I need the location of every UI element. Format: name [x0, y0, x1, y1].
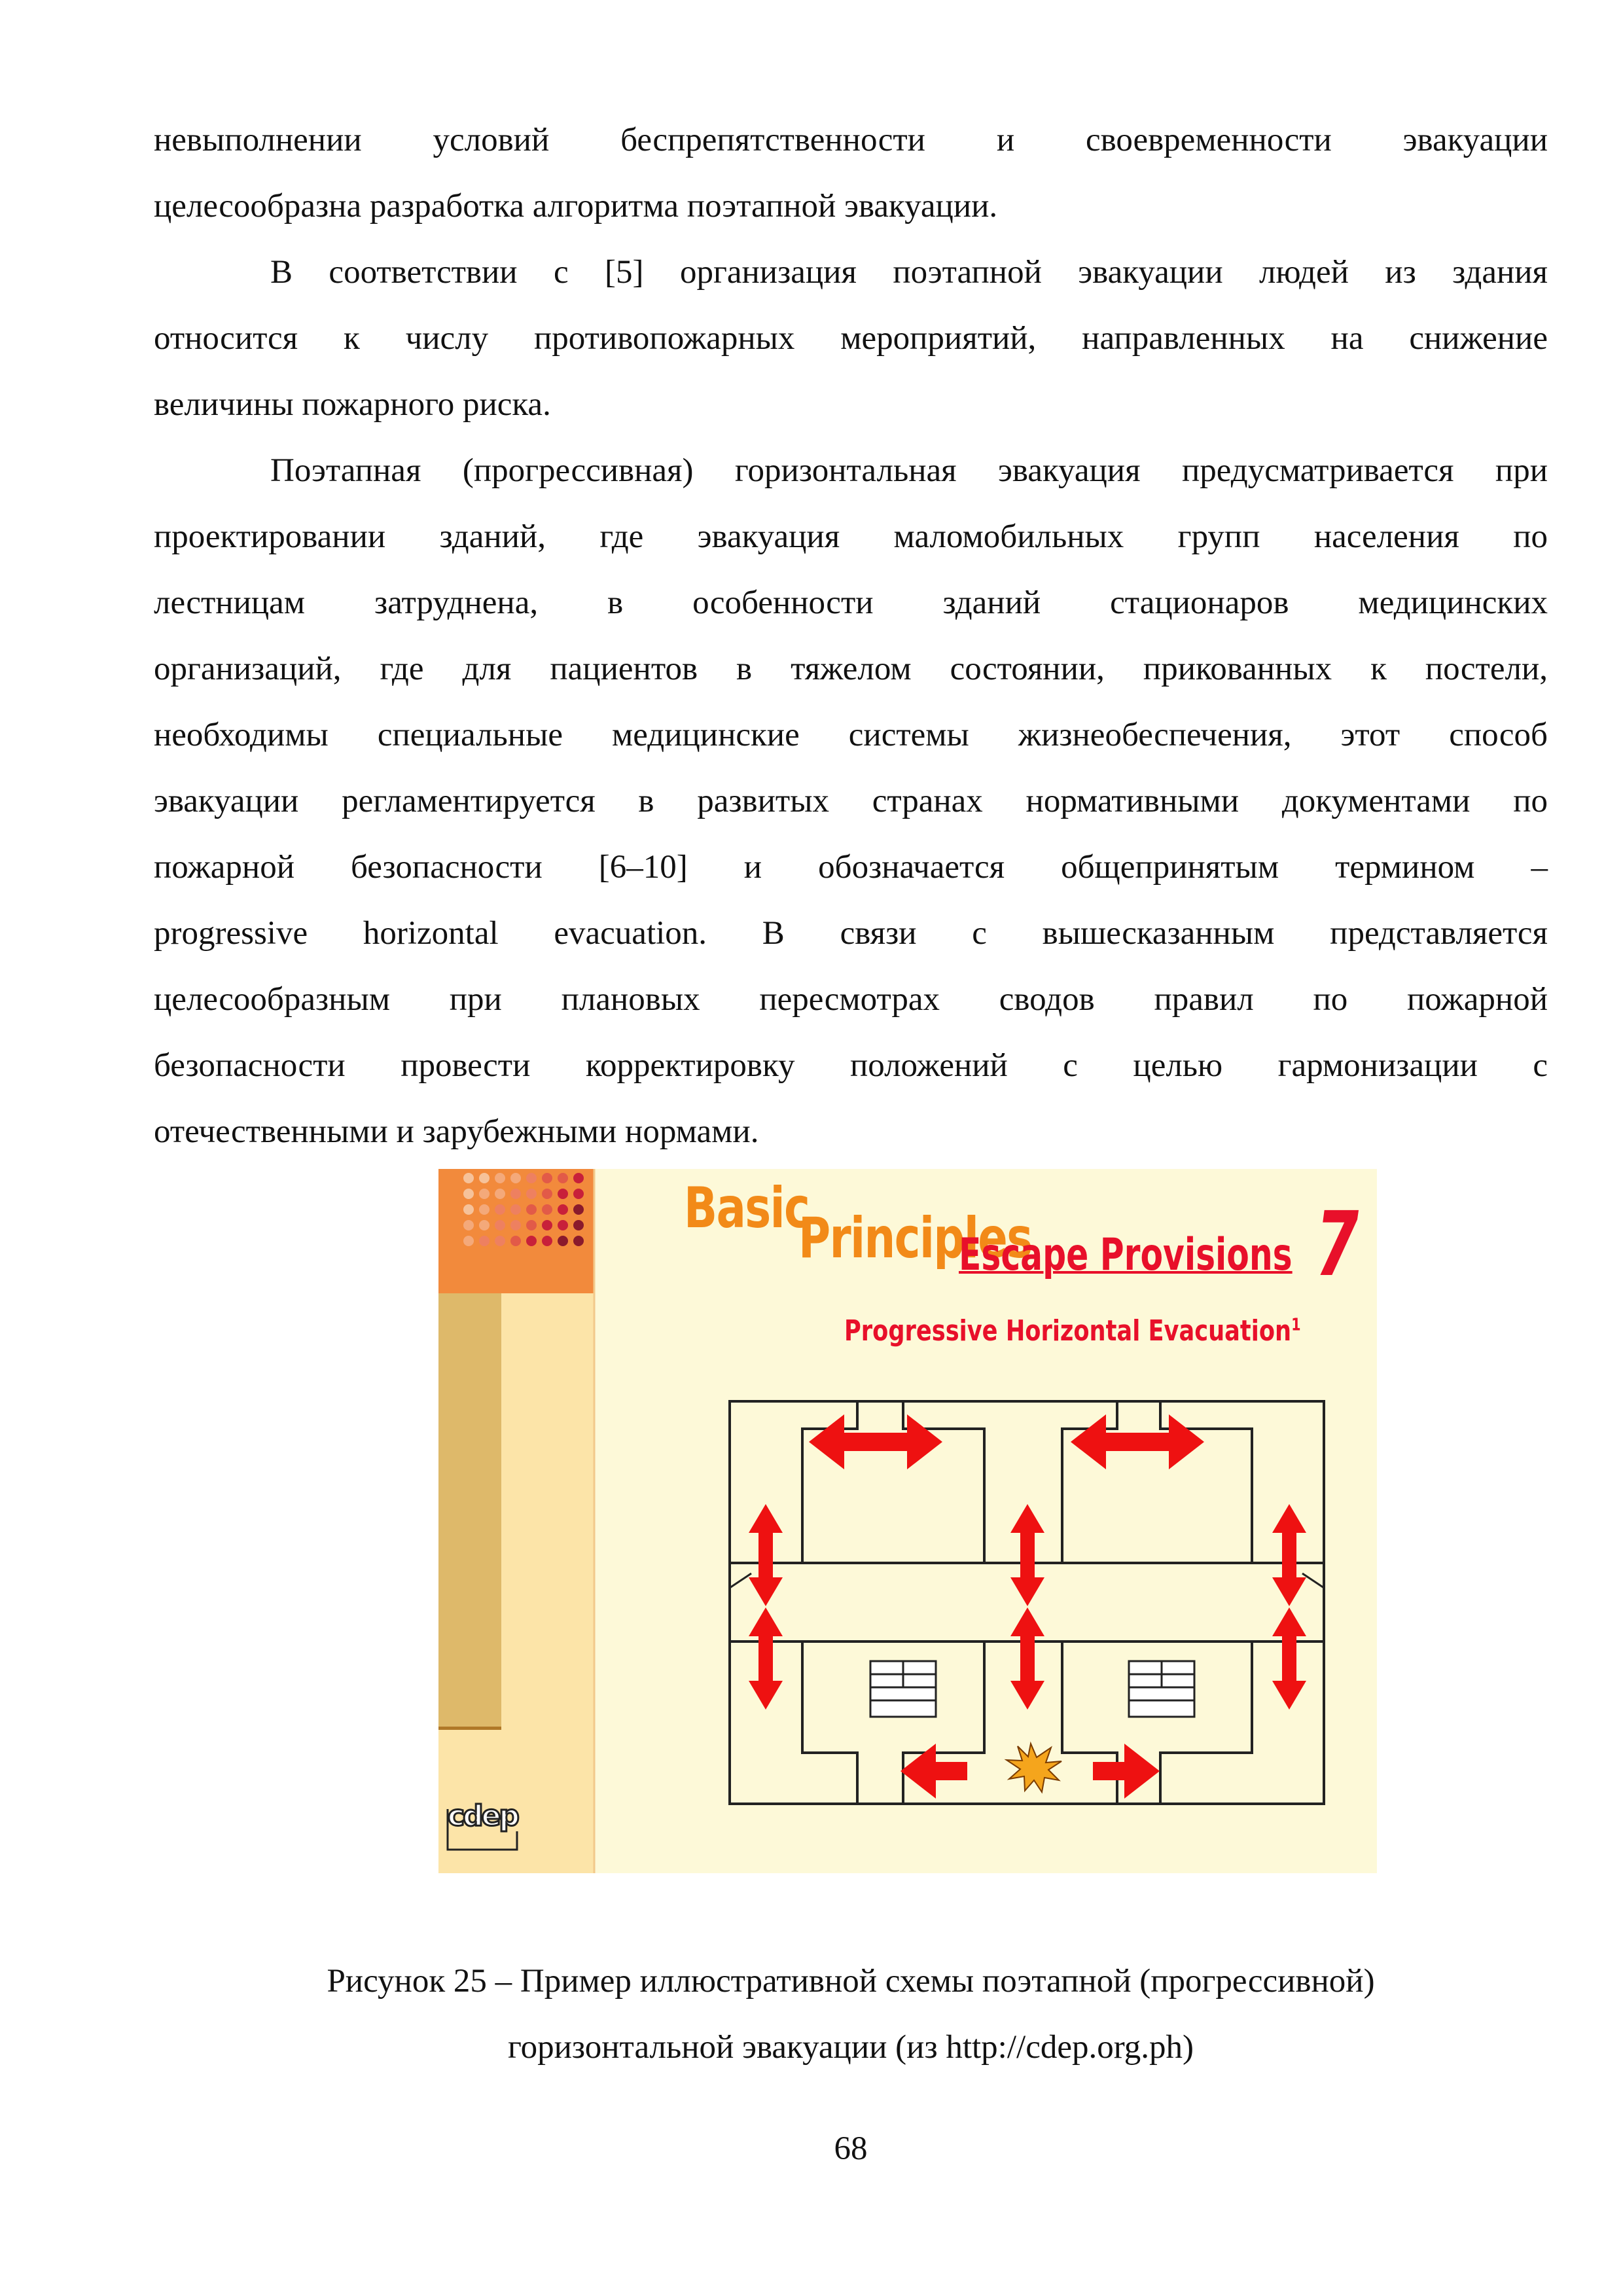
arrow-icon: [749, 1504, 783, 1606]
dot: [526, 1173, 537, 1183]
dot: [479, 1189, 490, 1199]
caption-line: Рисунок 25 – Пример иллюстративной схемы поэтапной (прогрессивной): [327, 1963, 1375, 2000]
figure-caption: [154, 1948, 1548, 2081]
cdep-logo: cdep: [448, 1799, 518, 1833]
dot: [479, 1173, 490, 1183]
dot: [463, 1220, 474, 1230]
slide-number: 7: [1315, 1193, 1359, 1297]
dot: [495, 1220, 505, 1230]
text-line: относится к числу противопожарных мероприятий, направленных на снижение: [154, 320, 1548, 357]
dot: [510, 1236, 521, 1246]
dot: [510, 1220, 521, 1230]
dot: [573, 1204, 584, 1215]
dot: [463, 1189, 474, 1199]
dot: [479, 1220, 490, 1230]
dot: [526, 1220, 537, 1230]
dot: [558, 1189, 568, 1199]
dot: [495, 1173, 505, 1183]
dot: [573, 1220, 584, 1230]
text-line: Поэтапная (прогрессивная) горизонтальная эвакуация предусматривается при: [270, 452, 1548, 489]
dot: [573, 1173, 584, 1183]
arrow-icon: [1272, 1607, 1306, 1710]
dot: [558, 1220, 568, 1230]
text-line: отечественными и зарубежными нормами.: [154, 1113, 759, 1150]
dot: [542, 1236, 552, 1246]
dot: [573, 1189, 584, 1199]
sidebar-band: [438, 1293, 501, 1729]
text-line: эвакуации регламентируется в развитых странах нормативными документами по: [154, 783, 1548, 819]
page-number: 68: [834, 2130, 868, 2167]
text-line: проектировании зданий, где эвакуация маломобильных групп населения по: [154, 518, 1548, 555]
text-line: необходимы специальные медицинские системы жизнеобеспечения, этот способ: [154, 717, 1548, 753]
text-line: организаций, где для пациентов в тяжелом состоянии, прикованных к постели,: [154, 651, 1548, 687]
dot: [558, 1236, 568, 1246]
sidebar-header: [438, 1169, 594, 1293]
text-line: величины пожарного риска.: [154, 386, 551, 423]
arrow-icon: [809, 1414, 942, 1469]
dot: [542, 1173, 552, 1183]
dot: [542, 1204, 552, 1215]
slide-title-principles: Principles: [798, 1206, 1032, 1271]
paragraph-1: [154, 107, 1548, 240]
slide-title-escape: Escape Provisions: [959, 1229, 1293, 1281]
dot: [573, 1236, 584, 1246]
text-line: целесообразным при плановых пересмотрах сводов правил по пожарной: [154, 981, 1548, 1018]
paragraph-3: [154, 438, 1548, 1165]
slide-subtitle: Progressive Horizontal Evacuation$^1$: [844, 1314, 1301, 1348]
text-line: целесообразна разработка алгоритма поэтапной эвакуации.: [154, 188, 998, 224]
dot: [526, 1189, 537, 1199]
arrow-icon: [1010, 1607, 1044, 1710]
dot: [479, 1236, 490, 1246]
dot: [558, 1173, 568, 1183]
dot: [510, 1189, 521, 1199]
arrow-icon: [1010, 1504, 1044, 1606]
sidebar-accent: [438, 1727, 501, 1730]
text-line: безопасности провести корректировку положений с целью гармонизации с: [154, 1047, 1548, 1084]
footnote-mark: 1: [1291, 1315, 1301, 1335]
arrow-icon: [1272, 1504, 1306, 1606]
slide-title-basic: Basic: [684, 1175, 810, 1241]
dot: [495, 1236, 505, 1246]
text-line: невыполнении условий беспрепятственности и своевременности эвакуации: [154, 122, 1548, 158]
dot: [510, 1204, 521, 1215]
dot: [526, 1204, 537, 1215]
dot: [463, 1173, 474, 1183]
dot: [542, 1220, 552, 1230]
dot: [558, 1204, 568, 1215]
text-line: лестницам затруднена, в особенности зданий стационаров медицинских: [154, 584, 1548, 621]
dot: [495, 1189, 505, 1199]
dot: [526, 1236, 537, 1246]
dot: [463, 1236, 474, 1246]
text-line: В соответствии с [5] организация поэтапной эвакуации людей из здания: [270, 254, 1548, 291]
dot: [463, 1204, 474, 1215]
text-line: progressive horizontal evacuation. В связи с вышесказанным представляется: [154, 915, 1548, 952]
fire-icon: [1007, 1744, 1061, 1792]
text-line: пожарной безопасности [6–10] и обозначается общепринятым термином –: [154, 849, 1548, 886]
figure-slide: [438, 1169, 1377, 1873]
paragraph-2: [154, 240, 1548, 438]
dot: [495, 1204, 505, 1215]
arrow-icon: [749, 1607, 783, 1710]
dot: [542, 1189, 552, 1199]
dot: [510, 1173, 521, 1183]
caption-line: горизонтальной эвакуации (из http://cdep.org.ph): [507, 2029, 1194, 2066]
dot: [479, 1204, 490, 1215]
arrow-icon: [1071, 1414, 1204, 1469]
